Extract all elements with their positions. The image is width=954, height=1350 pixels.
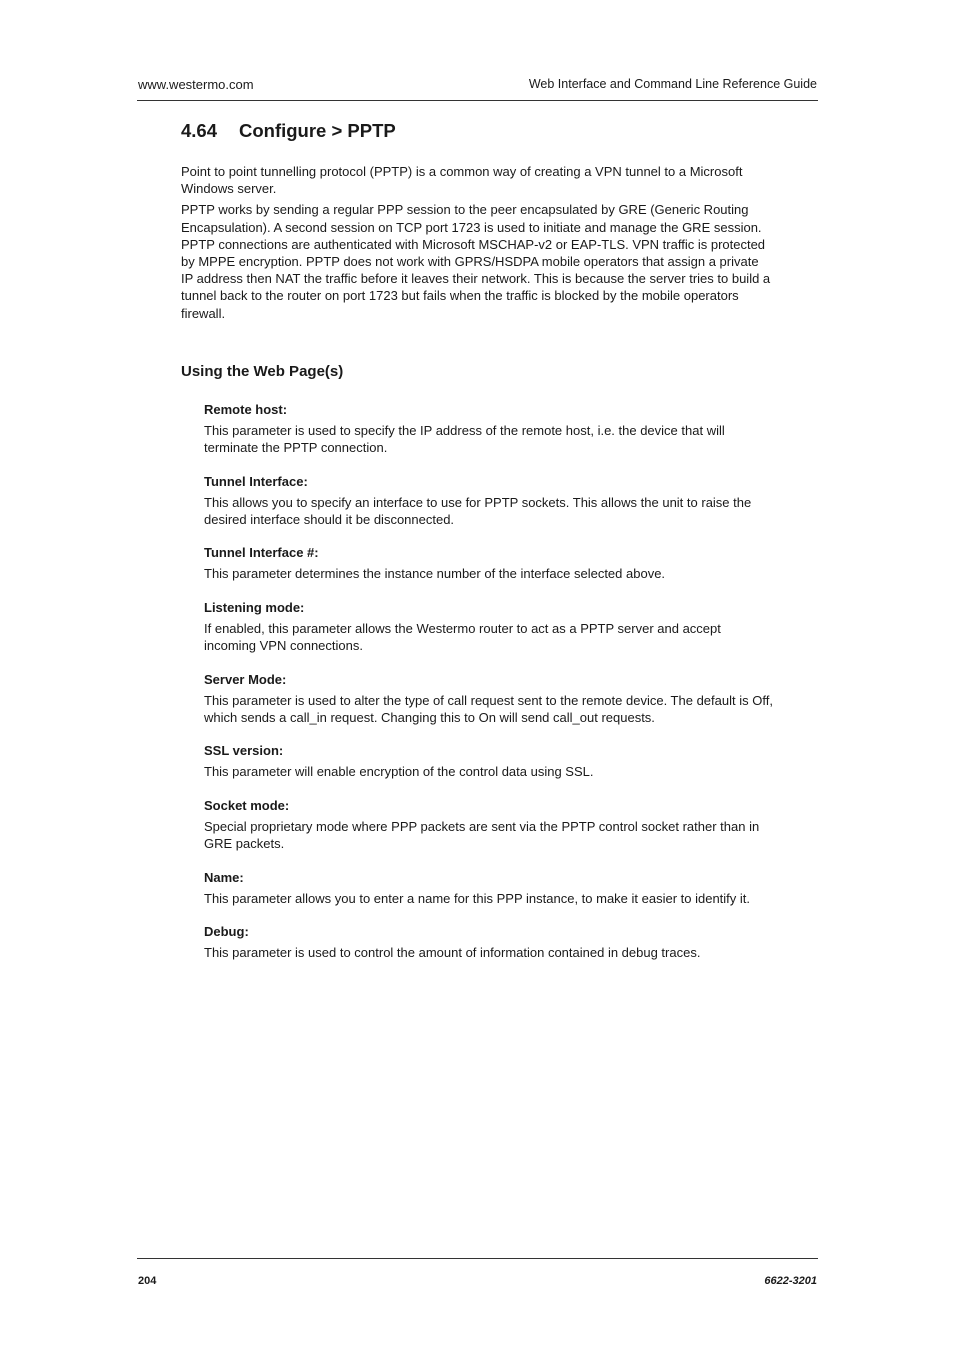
- parameter-name: Tunnel Interface:: [204, 473, 308, 489]
- parameter-name: Server Mode:: [204, 671, 287, 687]
- footer-divider: [137, 1258, 818, 1259]
- parameter-name: Tunnel Interface #:: [204, 545, 319, 561]
- parameter-item: [204, 599, 774, 655]
- parameter-name: Listening mode:: [204, 599, 305, 615]
- section-number: 4.64: [181, 120, 218, 141]
- parameter-item: [204, 671, 774, 727]
- header-website: www.westermo.com: [138, 77, 254, 92]
- intro-paragraph: PPTP works by sending a regular PPP session to the peer encapsulated by GRE (Generic Routing Encapsulation). A second session on TCP port 1723 is used to initiate and manage the GRE session. PPTP connections are authenticated with Microsoft MSCHAP-v2 or EAP-TLS. VPN traffic is protected by MPPE encryption. PPTP does not work with GPRS/HSDPA mobile operators that assign a private IP address then NAT the traffic before it leaves their network. This is because the server tries to build a tunnel back to the router on port 1723 but fails when the traffic is blocked by the mobile operators firewall.: [181, 202, 771, 321]
- section-title: [181, 118, 773, 144]
- document-number: 6622-3201: [764, 1275, 817, 1287]
- parameter-description: This parameter is used to specify the IP address of the remote host, i.e. the device that will terminate the PPTP connection.: [204, 422, 725, 456]
- parameter-item: [204, 742, 774, 780]
- parameter-description: This parameter allows you to enter a name for this PPP instance, to make it easier to identify it.: [204, 890, 751, 906]
- intro-paragraph: Point to point tunnelling protocol (PPTP) is a common way of creating a VPN tunnel to a Microsoft Windows server.: [181, 164, 743, 197]
- parameter-name: Socket mode:: [204, 797, 290, 813]
- parameter-description: Special proprietary mode where PPP packets are sent via the PPTP control socket rather than in GRE packets.: [204, 818, 760, 852]
- parameter-item: [204, 869, 774, 907]
- parameter-name: Debug:: [204, 924, 249, 940]
- parameter-item: [204, 797, 774, 853]
- parameter-name: Name:: [204, 869, 244, 885]
- parameter-name: SSL version:: [204, 743, 284, 759]
- parameter-item: [204, 923, 774, 961]
- parameter-description: This parameter determines the instance number of the interface selected above.: [204, 566, 666, 582]
- page-content: [181, 118, 773, 978]
- parameter-item: [204, 544, 774, 582]
- header-divider: [137, 100, 818, 101]
- parameter-item: [204, 401, 774, 457]
- parameter-description: This parameter is used to control the amount of information contained in debug traces.: [204, 945, 701, 961]
- parameter-description: This parameter is used to alter the type of call request sent to the remote device. The default is Off, which sends a call_in request. Changing this to On will send call_out requests.: [204, 692, 773, 726]
- header-guide-title: Web Interface and Command Line Reference Guide: [528, 77, 817, 91]
- parameter-name: Remote host:: [204, 401, 288, 417]
- parameter-list: [204, 401, 774, 962]
- parameter-description: This parameter will enable encryption of the control data using SSL.: [204, 764, 594, 780]
- parameter-description: This allows you to specify an interface to use for PPTP sockets. This allows the unit to raise the desired interface should it be disconnected.: [204, 494, 752, 528]
- parameter-item: [204, 473, 774, 529]
- subheading: Using the Web Page(s): [181, 362, 344, 380]
- parameter-description: If enabled, this parameter allows the Westermo router to act as a PPTP server and accept incoming VPN connections.: [204, 620, 721, 654]
- section-heading: Configure > PPTP: [239, 120, 396, 141]
- intro-text: [181, 163, 773, 322]
- page-number: 204: [138, 1275, 157, 1287]
